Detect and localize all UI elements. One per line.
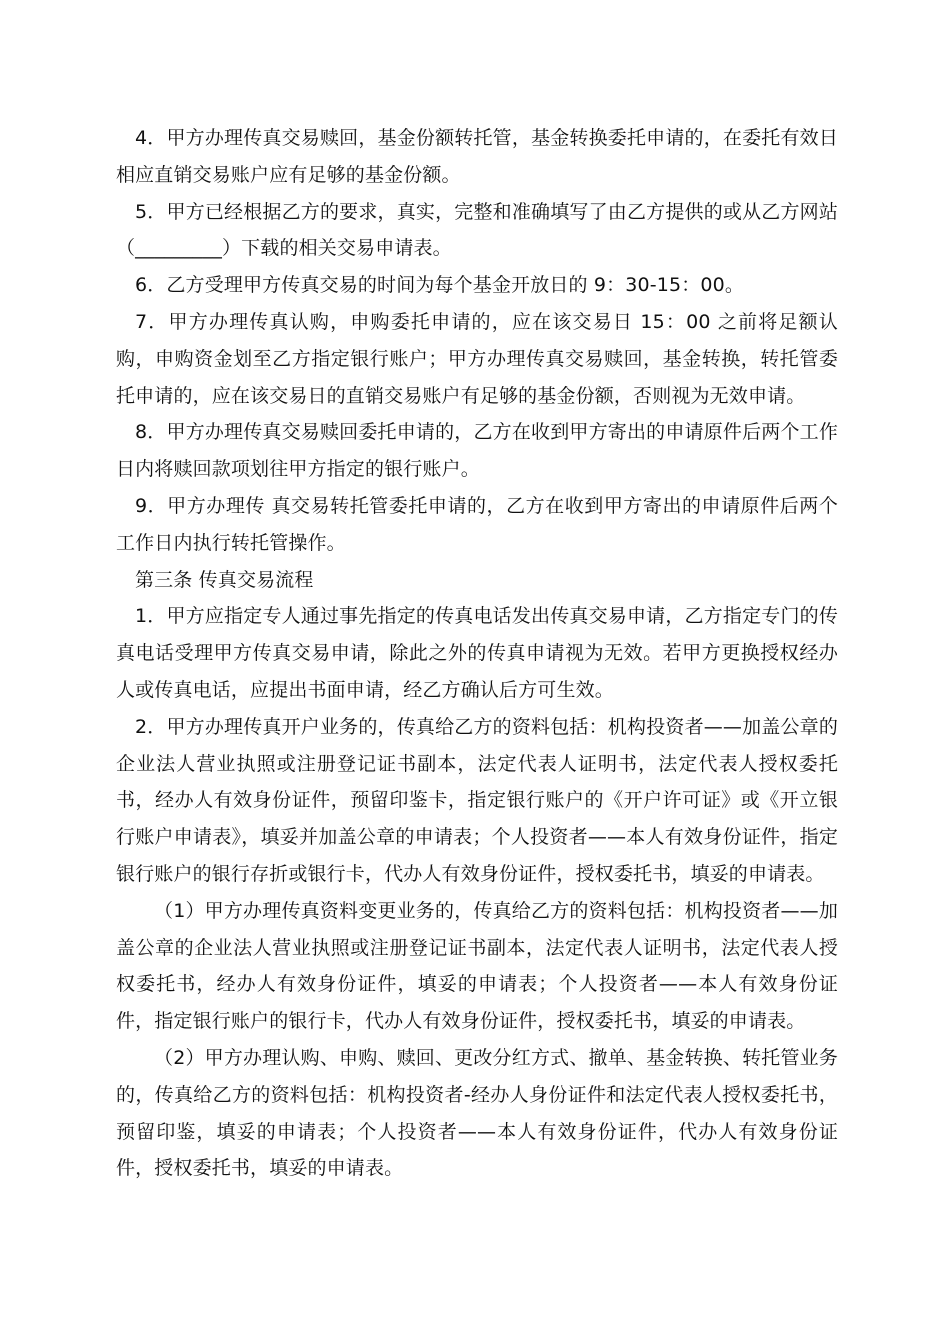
document-body (116, 120, 838, 1187)
clause-item-4: 4．甲方办理传真交易赎回，基金份额转托管，基金转换委托申请的，在委托有效日相应直销交易账户应有足够的基金份额。 (116, 127, 838, 186)
clause-item-8: 8．甲方办理传真交易赎回委托申请的，乙方在收到甲方寄出的申请原件后两个工作日内将赎回款项划往甲方指定的银行账户。 (116, 421, 838, 481)
clause-item-6: 6．乙方受理甲方传真交易的时间为每个基金开放日的 9：30-15：00。 (135, 274, 745, 297)
clause-item-7: 7．甲方办理传真认购，申购委托申请的，应在该交易日 15：00 之前将足额认购，申购资金划至乙方指定银行账户；甲方办理传真交易赎回，基金转换，转托管委托申请的，应在该交易日的直销交易账户有足够的基金份额，否则视为无效申请。 (116, 310, 838, 407)
procedure-subitem-2: （2）甲方办理认购、申购、赎回、更改分红方式、撤单、基金转换、转托管业务的，传真给乙方的资料包括：机构投资者-经办人身份证件和法定代表人授权委托书，预留印鉴，填妥的申请表；个人投资者——本人有效身份证件，代办人有效身份证件，授权委托书，填妥的申请表。 (116, 1046, 838, 1180)
procedure-item-1: 1．甲方应指定专人通过事先指定的传真电话发出传真交易申请，乙方指定专门的传真电话受理甲方传真交易申请，除此之外的传真申请视为无效。若甲方更换授权经办人或传真电话，应提出书面申请，经乙方确认后方可生效。 (116, 605, 838, 701)
clause-item-5: 5．甲方已经根据乙方的要求，真实，完整和准确填写了由乙方提供的或从乙方网站（_________）下载的相关交易申请表。 (116, 200, 838, 260)
clause-item-9: 9．甲方办理传 真交易转托管委托申请的，乙方在收到甲方寄出的申请原件后两个工作日内执行转托管操作。 (116, 494, 838, 554)
section-heading: 第三条 传真交易流程 (135, 568, 314, 591)
procedure-subitem-1: （1）甲方办理传真资料变更业务的，传真给乙方的资料包括：机构投资者——加盖公章的企业法人营业执照或注册登记证书副本，法定代表人证明书，法定代表人授权委托书，经办人有效身份证件，填妥的申请表；个人投资者——本人有效身份证件，指定银行账户的银行卡，代办人有效身份证件，授权委托书，填妥的申请表。 (116, 899, 838, 1033)
procedure-item-2: 2．甲方办理传真开户业务的，传真给乙方的资料包括：机构投资者——加盖公章的企业法人营业执照或注册登记证书副本，法定代表人证明书，法定代表人授权委托书，经办人有效身份证件，预留印鉴卡，指定银行账户的《开户许可证》或《开立银行账户申请表》，填妥并加盖公章的申请表；个人投资者——本人有效身份证件，指定银行账户的银行存折或银行卡，代办人有效身份证件，授权委托书，填妥的申请表。 (116, 715, 838, 885)
